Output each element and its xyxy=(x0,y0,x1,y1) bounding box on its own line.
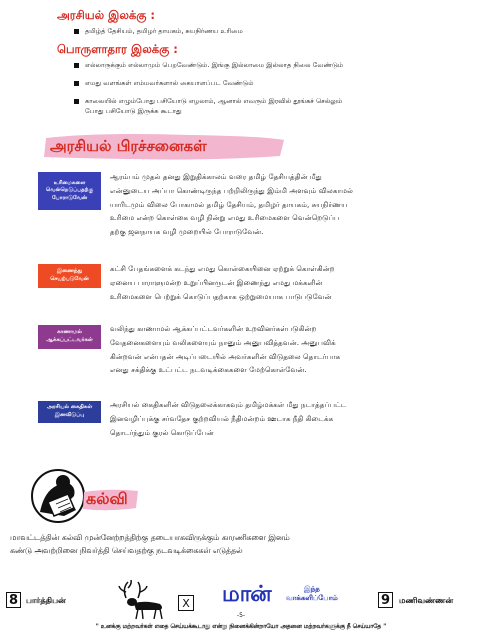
list-item: எமது வளங்கள் எம்மவர்களால் கையாளப்பட வேண்டும் xyxy=(74,78,254,88)
prisoners-paragraph: அரசியல் கைதிகளின் விடுதலைக்காகவும் தமிழ்மக்கள் மீது நடாத்தப்பட்ட இனவழிப்புக்கு சர்வதேச குற்றவியல் நீதிமன்றம் ஊடாக நீதி கிடைக்க தொடர்ந்தும் குரல் கொடுப்பேன் xyxy=(110,400,347,437)
candidate-name-right: மணிவண்ணன் xyxy=(399,596,454,605)
bullet-icon xyxy=(74,99,79,104)
rights-paragraph: ஆரம்பம் முதல் தனது இறுதிக்காலம் வரை தமிழ் தேசியத்தின் மீது என்னுடைய அப்பா கொண்டிருந்த பற்றிலிருந்து இம்மி அளவும் விலகாமல் யாரிடமும் விலை போகாமல் தமிழ் தேசியம், தமிழர் தாயகம், சுயநிர்ணய உரிமை என்ற கொள்கை வழி நின்று எமது உரிமைகளை வென்றெடுப்ப தற்கு ஜனநாயக வழி முறையில் போராடுவேன். xyxy=(110,172,353,237)
list-item: காலையில் எழும்போது பசியோடு எழலாம், ஆனால் எவரும் இரவில் தூங்கச் செல்லும் போது பசியோடு இருக்க கூடாது xyxy=(74,96,342,116)
unity-paragraph: கட்சி பேதங்களைக் கடந்து எமது கொள்கையினை ஏற்றுக் கொள்கின்ற ஏனைய பாராளுமன்ற உறுப்பினருடன் இணைந்து எமது மக்களின் உரிமைகளை பெற்றுக் கொடுப்பதற்காக ஒற்றுமையாக பாடுபடுவேன் xyxy=(110,264,335,301)
political-goal-heading: அரசியல் இலக்கு : xyxy=(57,8,155,22)
bullet-icon xyxy=(74,29,79,34)
prisoners-chip: அரசியல் கைதிகள் இனவிடுப்பு xyxy=(38,401,101,423)
bullet-icon xyxy=(74,63,79,68)
unity-chip: இணைந்து செயற்படுவேன் xyxy=(38,264,101,288)
candidate-number-left: 8 xyxy=(6,592,21,608)
disappeared-paragraph: வலிந்து காணாமல் ஆக்கப்பட்டவர்களின் உறவினர்கள்படுகின்ற வேதனைகளையும் வலிகளையும் நானும் அனுபவித்தவன். அனுபவிக் கின்றவன் என்பதன் அடிப்படையில் அவர்களின் விடுதலை தொடர்பாக எனது சக்திக்கு உட்பட்ட நடவடிக்கைகளை மேற்கொள்வேன். xyxy=(110,324,341,375)
bullet-icon xyxy=(74,81,79,86)
problems-heading: அரசியல் பிரச்சனைகள் xyxy=(50,137,207,155)
economic-goal-heading: பொருளாதார இலக்கு : xyxy=(57,42,178,56)
list-item: எல்லாருக்கும் எல்லாமும் பெறவேண்டும். இங்கு இல்லாமை இல்லாத நிலை வேண்டும் xyxy=(74,60,343,70)
vote-box: X xyxy=(178,595,194,611)
education-paragraph: மாவட்டத்தின் கல்வி முன்னேற்றத்திற்கு தடையாகவிருக்கும் காரணிகளை இனம் கண்டு அவற்றினை நிவர்த்தி செய்வதற்கு நடவடிக்கைகள் எடுத்தல் xyxy=(10,533,290,555)
education-heading: கல்வி xyxy=(86,489,128,508)
candidate-name-left: பார்த்திபன் xyxy=(26,596,66,605)
footer-quote: " உனக்கு மற்றவர்கள் எதை செய்யக்கூடாது என்று நினைக்கின்றாயோ அதனை மற்றவர்களுக்கு நீ செய்யாதே " xyxy=(95,624,387,630)
disappeared-chip: காணாமல் ஆக்கப்பட்டவர்கள் xyxy=(38,325,101,349)
candidate-number-right: 9 xyxy=(378,592,393,608)
page-number: -5- xyxy=(236,612,246,619)
list-item: தமிழ்த் தேசியம், தமிழர் தாயகம், சுயநிர்ணய உரிமை xyxy=(74,26,243,36)
party-symbol-tagline: இந்த வாக்களிப்போம் xyxy=(286,585,338,602)
party-symbol-title: மான் xyxy=(222,582,271,607)
rights-chip: உரிமைகளை வென்றெடுப்பதற்கு போராடுவேன் xyxy=(38,172,101,210)
